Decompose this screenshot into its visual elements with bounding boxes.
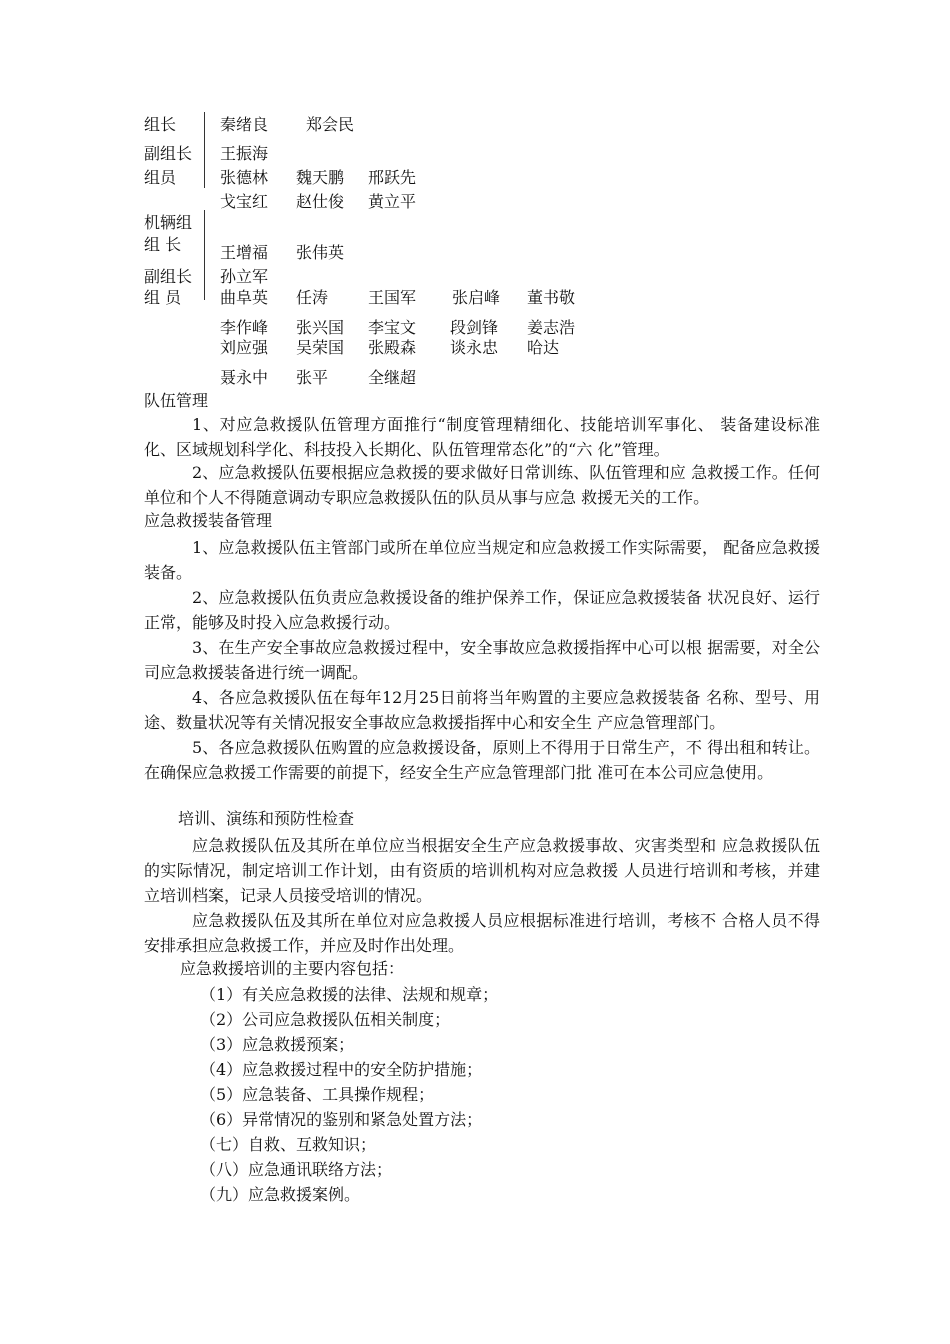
training-list-item: （6）异常情况的鉴别和紧急处置方法； [200,1110,483,1129]
team2-member-name: 任涛 [296,288,329,307]
training-heading: 培训、演练和预防性检查 [178,809,355,828]
training-list-item: （七）自救、互救知识； [200,1135,377,1154]
team2-member-name: 王国军 [368,288,417,307]
team1-divider-line [204,112,205,188]
team2-group-label: 机辆组 [144,213,193,232]
training-list-item: （九）应急救援案例。 [200,1185,361,1204]
team1-leader-name: 郑会民 [306,115,355,134]
equip-paragraph: 2、应急救援队伍负责应急救援设备的维护保养工作，保证应急救援装备 状况良好、运行正常，能够及时投入应急救援行动。 [144,588,820,632]
team1-member-name: 张德林 [220,168,269,187]
team2-member-name: 张平 [296,368,329,387]
training-list-item: （八）应急通讯联络方法； [200,1160,393,1179]
team2-member-name: 曲阜英 [220,288,269,307]
team2-member-name: 张启峰 [452,288,501,307]
team1-member-name: 邢跃先 [368,168,417,187]
team1-members-label: 组员 [144,168,177,187]
team1-member-name: 黄立平 [368,192,417,211]
team2-divider-line [204,210,205,300]
team2-member-name: 李作峰 [220,318,269,337]
team2-member-name: 全继超 [368,368,417,387]
equip-paragraph: 1、应急救援队伍主管部门或所在单位应当规定和应急救援工作实际需要， 配备应急救援装备。 [144,538,820,582]
team2-member-name: 哈达 [527,338,560,357]
team-mgmt-paragraph: 2、应急救援队伍要根据应急救援的要求做好日常训练、队伍管理和应 急救援工作。任何单位和个人不得随意调动专职应急救援队伍的队员从事与应急 救援无关的工作。 [144,463,820,507]
training-list-item: （1）有关应急救援的法律、法规和规章； [200,985,499,1004]
equip-paragraph: 5、各应急救援队伍购置的应急救援设备，原则上不得用于日常生产，不 得出租和转让。在确保应急救援工作需要的前提下，经安全生产应急管理部门批 准可在本公司应急使用。 [144,738,820,782]
team2-members-label: 组 员 [144,288,182,307]
equip-paragraph: 4、各应急救援队伍在每年12月25日前将当年购置的主要应急救援装备 名称、型号、用途、数量状况等有关情况报安全事故应急救援指挥中心和安全生 产应急管理部门。 [144,688,820,732]
team2-leader-label: 组 长 [144,235,182,254]
team2-member-name: 刘应强 [220,338,269,357]
team2-member-name: 李宝文 [368,318,417,337]
team2-leader-name: 张伟英 [296,243,345,262]
equip-heading: 应急救援装备管理 [144,511,273,530]
team2-member-name: 段剑锋 [450,318,499,337]
team2-member-name: 姜志浩 [527,318,576,337]
team2-member-name: 张殿森 [368,338,417,357]
training-list-item: （5）应急装备、工具操作规程； [200,1085,435,1104]
team1-member-name: 魏天鹏 [296,168,345,187]
team1-member-name: 赵仕俊 [296,192,345,211]
team1-deputy-name: 王振海 [220,144,269,163]
team-mgmt-heading: 队伍管理 [144,391,209,410]
team2-member-name: 谈永忠 [450,338,499,357]
team1-leader-label: 组长 [144,115,177,134]
team-mgmt-paragraph: 1、对应急救援队伍管理方面推行“制度管理精细化、技能培训军事化、 装备建设标准化、区域规划科学化、科技投入长期化、队伍管理常态化”的“六 化”管理。 [144,415,820,459]
team2-leader-name: 王增福 [220,243,269,262]
training-list-intro: 应急救援培训的主要内容包括： [180,959,405,978]
team1-member-name: 戈宝红 [220,192,269,211]
team2-member-name: 张兴国 [296,318,345,337]
team1-leader-name: 秦绪良 [220,115,269,134]
training-paragraph: 应急救援队伍及其所在单位对应急救援人员应根据标准进行培训，考核不 合格人员不得安排承担应急救援工作，并应及时作出处理。 [144,911,820,955]
training-list-item: （4）应急救援过程中的安全防护措施； [200,1060,483,1079]
team2-deputy-name: 孙立军 [220,267,269,286]
training-list-item: （3）应急救援预案； [200,1035,355,1054]
team2-deputy-label: 副组长 [144,267,193,286]
training-paragraph: 应急救援队伍及其所在单位应当根据安全生产应急救援事故、灾害类型和 应急救援队伍的实际情况，制定培训工作计划，由有资质的培训机构对应急救援 人员进行培训和考核，并建立培训档案，记录人员接受培训的情况。 [144,836,820,905]
equip-paragraph: 3、在生产安全事故应急救援过程中，安全事故应急救援指挥中心可以根 据需要，对全公司应急救援装备进行统一调配。 [144,638,820,682]
training-list-item: （2）公司应急救援队伍相关制度； [200,1010,451,1029]
team1-deputy-label: 副组长 [144,144,193,163]
team2-member-name: 董书敬 [527,288,576,307]
team2-member-name: 吴荣国 [296,338,345,357]
team2-member-name: 聂永中 [220,368,269,387]
